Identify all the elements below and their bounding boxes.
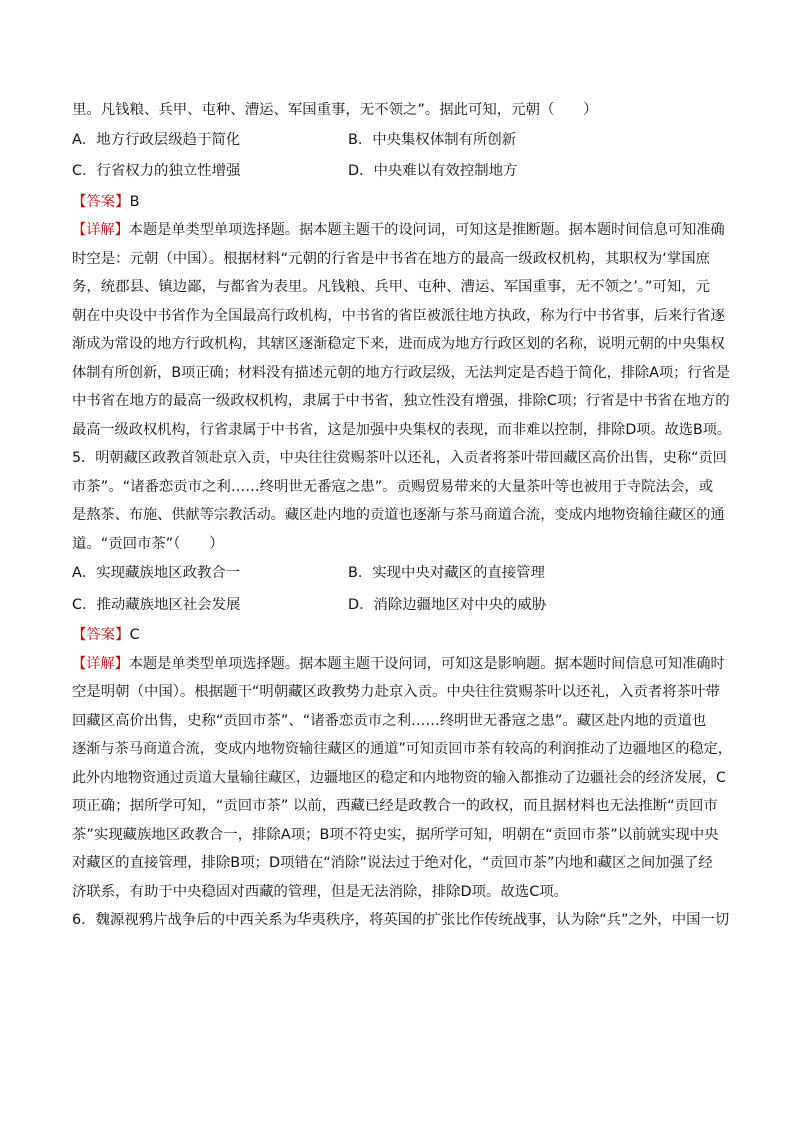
q5-analysis-line: 茶”实现藏族地区政教合一，排除A项；B项不符史实，据所学可知，明朝在“贡回市茶”以前就实现中央	[72, 826, 719, 843]
q5-option-b: B．实现中央对藏区的直接管理	[348, 565, 545, 581]
q5-options-row-1	[72, 558, 732, 590]
q5-analysis-line: 项正确；据所学可知，“贡回市茶” 以前，西藏已经是政教合一的政权，而且据材料也无法推断“贡回市	[72, 798, 718, 814]
analysis-label: 【详解】	[72, 222, 129, 238]
analysis-text: 本题是单类型单项选择题。据本题主题干的设问词，可知这是推断题。据本题时间信息可知准确	[128, 222, 725, 238]
q4-option-d: D．中央难以有效控制地方	[348, 163, 518, 179]
q5-analysis-line	[72, 650, 732, 679]
q5-stem-line: 5．明朝藏区政教首领赴京入贡，中央往往赏赐茶叶以还礼，入贡者将茶叶带回藏区高价出售，史称“贡回	[72, 450, 727, 466]
document-page	[72, 96, 732, 935]
analysis-label: 【详解】	[72, 655, 129, 672]
q5-analysis-line: 回藏区高价出售，史称“贡回市茶”、“诸番恋贡市之利……终明世无番寇之患”。藏区赴内地的贡道也	[72, 712, 707, 729]
q4-analysis-line: 体制有所创新，B项正确；材料没有描述元朝的地方行政层级，无法判定是否趋于简化，排除A项；行省是	[72, 364, 730, 381]
analysis-text: 本题是单类型单项选择题。据本题主题干设问词，可知这是影响题。据本题时间信息可知准确时	[128, 655, 725, 672]
q4-analysis-line: 务，统郡县、镇边鄙，与都省为表里。凡钱粮、兵甲、屯种、漕运、军国重事，无不领之’。”可知，元	[72, 279, 711, 295]
q5-analysis-line: 济联系，有助于中央稳固对西藏的管理，但是无法消除，排除D项。故选C项。	[72, 883, 569, 900]
answer-label: 【答案】	[72, 193, 130, 210]
q4-analysis-line: 中书省在地方的最高一级政权机构，隶属于中书省，独立性没有增强，排除C项；行省是中书省在地方的	[72, 393, 730, 409]
q5-analysis-line: 空是明朝（中国）。根据题干“明朝藏区政教势力赴京入贡。中央往往赏赐茶叶以还礼，入贡者将茶叶带	[72, 684, 720, 700]
q4-answer	[72, 188, 732, 217]
q4-option-b: B．中央集权体制有所创新	[348, 131, 517, 148]
q5-options-row-2	[72, 590, 732, 622]
q5-option-c: C．推动藏族地区社会发展	[72, 596, 241, 613]
q4-analysis-line: 渐成为常设的地方行政机构，其辖区逐渐稳定下来，进而成为地方行政区划的名称，说明元朝的中央集权	[72, 336, 725, 352]
answer-value: C	[129, 627, 140, 643]
q4-stem-tail: 里。凡钱粮、兵甲、屯种、漕运、军国重事，无不领之”。据此可知，元朝（ ）	[72, 102, 598, 118]
q5-stem-line: 市茶”。“诸番恋贡市之利……终明世无番寇之患”。贡赐贸易带来的大量茶叶等也被用于寺院法会，或	[72, 478, 714, 495]
q5-analysis-line: 此外内地物资通过贡道大量输往藏区，边疆地区的稳定和内地物资的输入都推动了边疆社会的经济发展，C	[72, 769, 726, 786]
q4-analysis-line	[72, 216, 732, 245]
q4-option-c: C．行省权力的独立性增强	[72, 163, 241, 179]
q5-analysis-line: 逐渐与茶马商道合流，变成内地物资输往藏区的通道”可知贡回市茶有较高的利润推动了边疆地区的稳定，	[72, 741, 732, 757]
q5-option-d: D．消除边疆地区对中央的威胁	[348, 596, 547, 613]
q5-analysis-line: 对藏区的直接管理，排除B项；D项错在“消除”说法过于绝对化，“贡回市茶”内地和藏区之间加强了经	[72, 855, 713, 871]
answer-label: 【答案】	[72, 627, 130, 643]
q4-analysis-line: 最高一级政权机构，行省隶属于中书省，这是加强中央集权的表现，而非难以控制，排除D项。故选B项。	[72, 421, 732, 438]
q4-options-row-1	[72, 125, 732, 157]
answer-value: B	[129, 193, 140, 210]
q5-answer	[72, 621, 732, 650]
q5-option-a: A．实现藏族地区政教合一	[72, 565, 241, 581]
q5-stem-line: 道。“贡回市茶”（ ）	[72, 535, 224, 552]
q4-analysis-line: 时空是：元朝（中国）。根据材料“元朝的行省是中书省在地方的最高一级政权机构，其职权为‘掌国庶	[72, 250, 711, 267]
q5-stem-line: 是熬茶、布施、供献等宗教活动。藏区赴内地的贡道也逐渐与茶马商道合流，变成内地物资输往藏区的通	[72, 507, 725, 523]
q4-analysis-line: 朝在中央设中书省作为全国最高行政机构，中书省的省臣被派往地方执政，称为行中书省事，后来行省逐	[72, 307, 725, 324]
q6-stem-start: 6．魏源视鸦片战争后的中西关系为华夷秩序，将英国的扩张比作传统战事，认为除“兵”之外，中国一切	[72, 912, 730, 928]
q4-options-row-2	[72, 156, 732, 188]
q4-option-a: A．地方行政层级趋于简化	[72, 131, 241, 148]
